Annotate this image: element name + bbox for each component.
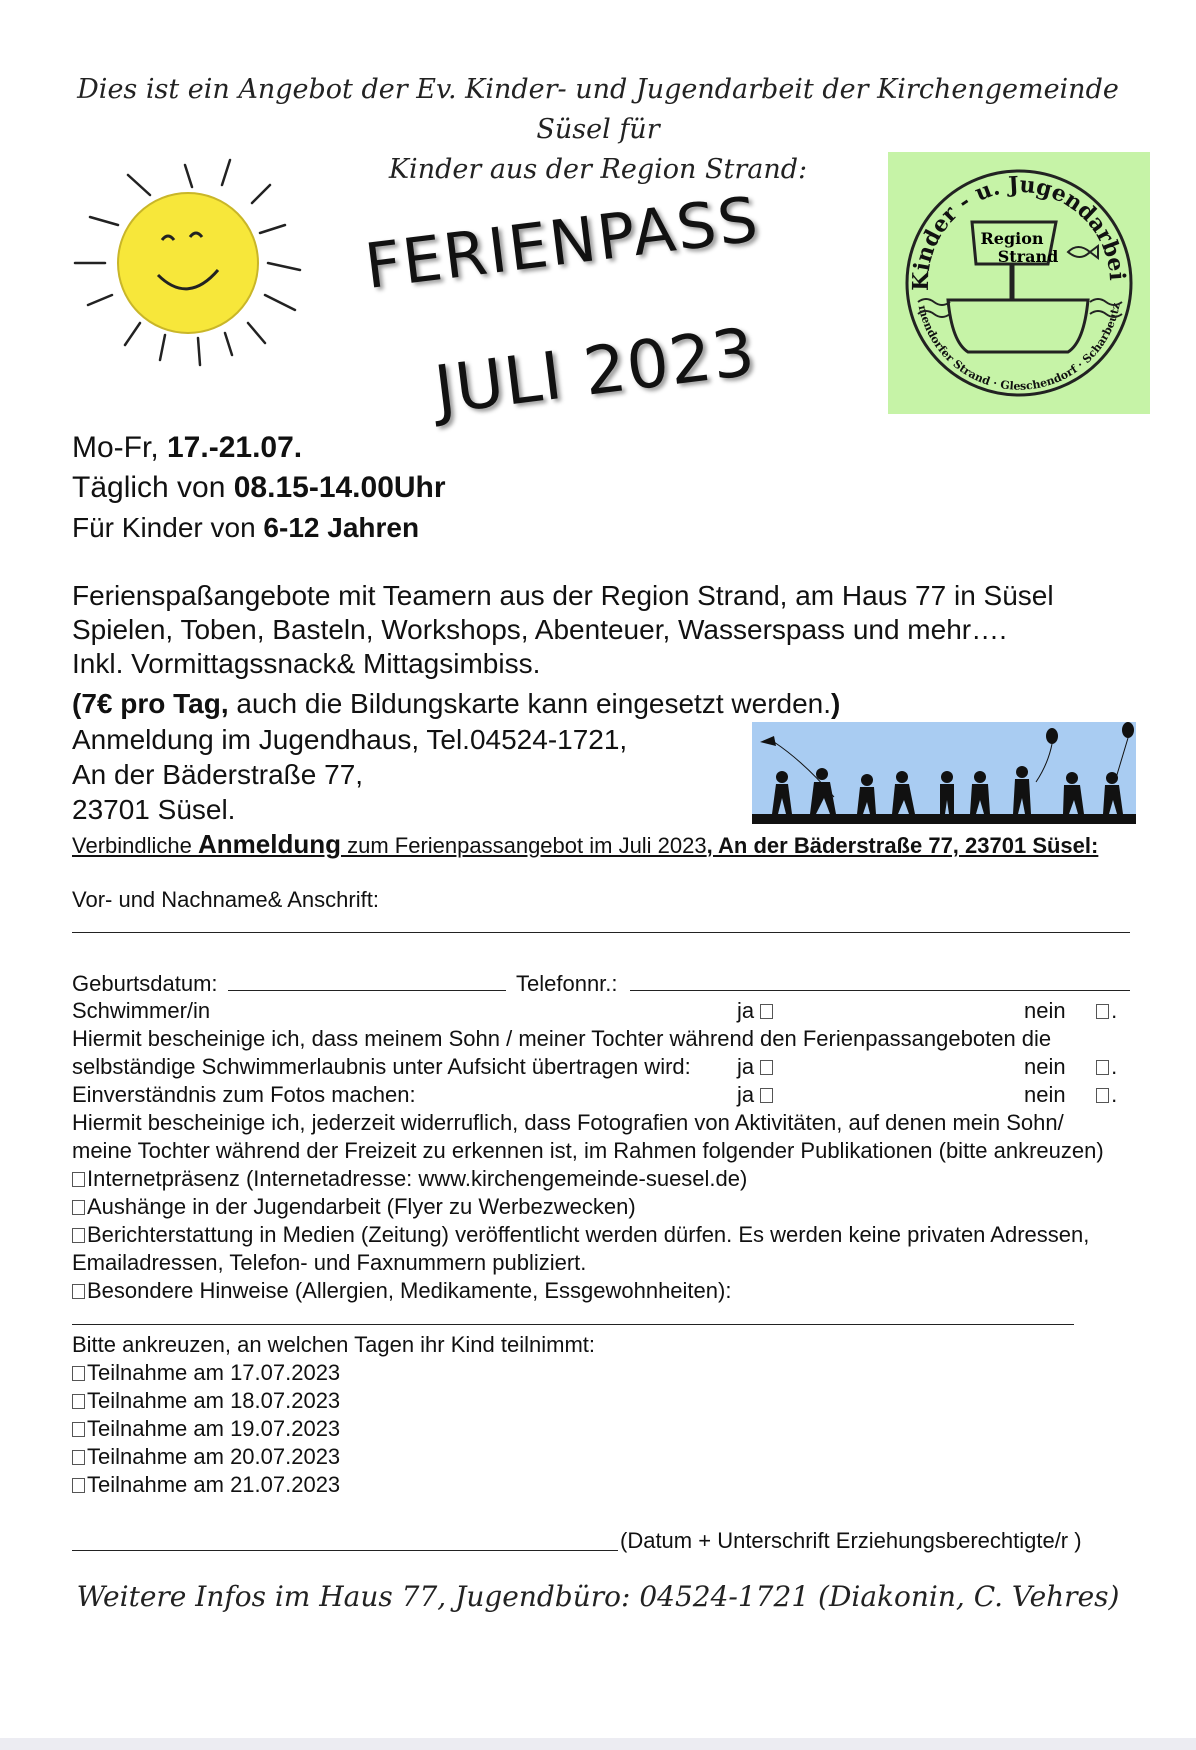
pub-media-line-2: Emailadressen, Telefon- und Faxnummern publiziert. — [72, 1250, 587, 1275]
heading-address: , An der Bäderstraße 77, 23701 Süsel: — [706, 833, 1099, 858]
sun-face — [118, 193, 258, 333]
birthdate-label: Geburtsdatum: — [72, 971, 218, 996]
swim-consent-yes-label: ja — [737, 1054, 755, 1079]
days-prefix: Mo-Fr, — [72, 431, 167, 464]
swimmer-yes-label: ja — [737, 998, 755, 1023]
day-label: Teilnahme am 20.07.2023 — [87, 1444, 341, 1469]
pub-aushang-checkbox[interactable] — [72, 1200, 85, 1215]
birthdate-field[interactable] — [228, 990, 506, 991]
pub-aushang[interactable] — [72, 1193, 1152, 1221]
day-option[interactable] — [72, 1387, 1152, 1415]
special-notes[interactable] — [72, 1277, 1152, 1305]
swimmer-label: Schwimmer/in — [72, 998, 211, 1023]
sun-illustration — [70, 145, 340, 375]
price-info — [72, 686, 840, 721]
day-checkbox[interactable] — [72, 1478, 85, 1493]
intro-line-1: Dies ist ein Angebot der Ev. Kinder- und Jugendarbeit der Kirchengemeinde Süsel für — [77, 74, 1119, 145]
logo-sign-line1: Region — [980, 229, 1044, 248]
description-line-1: Ferienspaßangebote mit Teamern aus der Region Strand, am Haus 77 in Süsel — [72, 580, 1054, 611]
photo-consent-line-1: Hiermit bescheinige ich, jederzeit widerruflich, dass Fotografien von Aktivitäten, auf denen mein Sohn/ — [72, 1110, 1064, 1135]
registration-heading — [72, 828, 1152, 862]
logo-sign-line2: Strand — [997, 247, 1059, 266]
day-option[interactable] — [72, 1471, 1152, 1499]
days-value: 17.-21.07. — [167, 431, 303, 464]
intro-line-2: Kinder aus der Region Strand: — [388, 154, 808, 185]
logo-arc-top: Kinder - u. Jugendarbei — [907, 171, 1131, 292]
photo-yes-checkbox[interactable] — [760, 1088, 773, 1103]
schedule-time — [72, 470, 446, 506]
age-prefix: Für Kinder von — [72, 512, 264, 543]
title-date: JULI 2023 — [430, 313, 760, 429]
photo-no-checkbox[interactable] — [1096, 1088, 1109, 1103]
pub-internet-label: Internetpräsenz (Internetadresse: www.kirchengemeinde-suesel.de) — [87, 1166, 748, 1191]
contact-line-3: 23701 Süsel. — [72, 794, 236, 825]
signature-label: (Datum + Unterschrift Erziehungsberechtigte/r ) — [620, 1528, 1082, 1553]
footer-info: Weitere Infos im Haus 77, Jugendbüro: 04524-1721 (Diakonin, C. Vehres) — [76, 1580, 1120, 1613]
photo-no[interactable]: nein . — [1024, 1082, 1118, 1107]
heading-mid: zum Ferienpassangebot im Juli 2023 — [340, 833, 707, 858]
contact-line-2: An der Bäderstraße 77, — [72, 759, 364, 790]
pub-media-label-1: Berichterstattung in Medien (Zeitung) veröffentlicht werden dürfen. Es werden keine privaten Adressen, — [87, 1222, 1090, 1247]
photo-no-label: nein — [1024, 1082, 1066, 1107]
boat-icon — [948, 300, 1088, 352]
logo-jugendarbeit — [888, 152, 1150, 414]
bottom-bar — [0, 1738, 1196, 1750]
day-option[interactable] — [72, 1359, 1152, 1387]
price-bold: (7€ pro Tag, — [72, 688, 229, 719]
pub-media[interactable] — [72, 1221, 1152, 1249]
price-rest: auch die Bildungskarte kann eingesetzt werden. — [228, 688, 832, 719]
swimmer-yes-checkbox[interactable] — [760, 1004, 773, 1019]
special-notes-field[interactable] — [72, 1324, 1074, 1325]
swim-consent-line-1: Hiermit bescheinige ich, dass meinem Sohn / meiner Tochter während den Ferienpassangeboten die — [72, 1026, 1052, 1051]
price-close: ) — [831, 688, 841, 719]
phone-field[interactable] — [630, 990, 1130, 991]
title-ferienpass: FERIENPASS — [361, 182, 764, 303]
logo-graphic — [888, 152, 1150, 414]
swimmer-no-label: nein — [1024, 998, 1066, 1023]
swim-consent-no-checkbox[interactable] — [1096, 1060, 1109, 1075]
schedule-age — [72, 510, 419, 545]
photo-consent-line-2: meine Tochter während der Freizeit zu erkennen ist, im Rahmen folgender Publikationen (bitte ankreuzen) — [72, 1138, 1104, 1163]
description-line-3: Inkl. Vormittagssnack& Mittagsimbiss. — [72, 648, 541, 679]
phone-label: Telefonnr.: — [516, 971, 618, 996]
swim-consent-no-label: nein — [1024, 1054, 1066, 1079]
day-checkbox[interactable] — [72, 1366, 85, 1381]
swim-consent-line-2: selbständige Schwimmerlaubnis unter Aufsicht übertragen wird: — [72, 1054, 691, 1079]
logo-arc-bottom: mendorfer Strand · Gleschendorf · Scharbeutz — [915, 301, 1123, 393]
time-value: 08.15-14.00Uhr — [233, 471, 446, 504]
children-silhouette-image — [752, 722, 1136, 824]
special-notes-checkbox[interactable] — [72, 1284, 85, 1299]
day-label: Teilnahme am 18.07.2023 — [87, 1388, 341, 1413]
swim-consent-yes[interactable] — [737, 1053, 797, 1081]
photo-yes-label: ja — [737, 1082, 755, 1107]
day-checkbox[interactable] — [72, 1422, 85, 1437]
time-prefix: Täglich von — [72, 471, 234, 504]
heading-pre: Verbindliche — [72, 833, 198, 858]
swimmer-no-checkbox[interactable] — [1096, 1004, 1109, 1019]
day-option[interactable] — [72, 1443, 1152, 1471]
day-checkbox[interactable] — [72, 1394, 85, 1409]
swim-consent-yes-checkbox[interactable] — [760, 1060, 773, 1075]
day-label: Teilnahme am 19.07.2023 — [87, 1416, 341, 1441]
signature-field[interactable] — [72, 1550, 618, 1551]
description-line-2: Spielen, Toben, Basteln, Workshops, Abenteuer, Wasserspass und mehr…. — [72, 614, 1007, 645]
pub-aushang-label: Aushänge in der Jugendarbeit (Flyer zu Werbezwecken) — [87, 1194, 636, 1219]
swim-consent-no[interactable]: nein . — [1024, 1054, 1118, 1079]
swimmer-no[interactable]: nein . — [1024, 998, 1118, 1023]
pub-internet[interactable] — [72, 1165, 1152, 1193]
photo-label: Einverständnis zum Fotos machen: — [72, 1082, 416, 1107]
pub-media-checkbox[interactable] — [72, 1228, 85, 1243]
swimmer-yes[interactable] — [737, 997, 797, 1025]
age-value: 6-12 Jahren — [263, 512, 420, 543]
schedule-days — [72, 430, 302, 466]
day-option[interactable] — [72, 1415, 1152, 1443]
name-address-field[interactable] — [72, 932, 1130, 933]
days-prompt: Bitte ankreuzen, an welchen Tagen ihr Kind teilnimmt: — [72, 1332, 595, 1357]
heading-bold: Anmeldung — [197, 829, 341, 859]
special-notes-label: Besondere Hinweise (Allergien, Medikamente, Essgewohnheiten): — [87, 1278, 732, 1303]
name-address-label: Vor- und Nachname& Anschrift: — [72, 887, 379, 912]
pub-internet-checkbox[interactable] — [72, 1172, 85, 1187]
day-checkbox[interactable] — [72, 1450, 85, 1465]
photo-yes[interactable] — [737, 1081, 797, 1109]
contact-line-1: Anmeldung im Jugendhaus, Tel.04524-1721, — [72, 724, 628, 755]
fish-icon — [1068, 246, 1098, 258]
day-label: Teilnahme am 21.07.2023 — [87, 1472, 341, 1497]
day-label: Teilnahme am 17.07.2023 — [87, 1360, 341, 1385]
